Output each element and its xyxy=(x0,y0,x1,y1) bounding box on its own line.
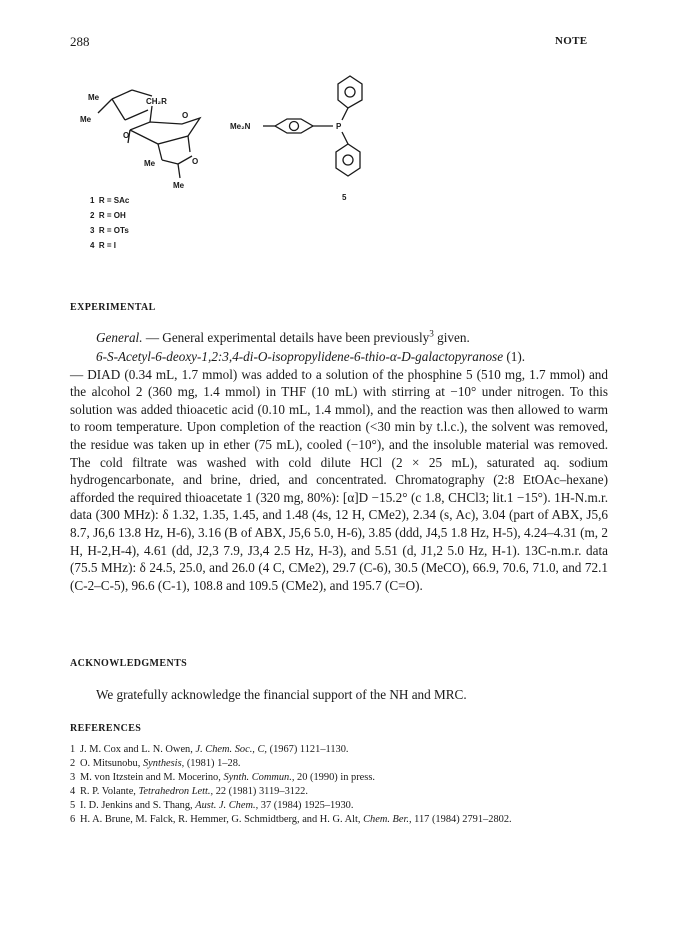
reference-item: 6 H. A. Brune, M. Falck, R. Hemmer, G. Schmidtberg, and H. G. Alt, Chem. Ber., 117 (1984) 2791–2802. xyxy=(70,813,512,825)
compound-3-label: 3 R = OTs xyxy=(90,226,129,235)
sugar-me-bottom: Me xyxy=(173,181,185,190)
running-head: NOTE xyxy=(555,35,588,47)
reference-item: 4 R. P. Volante, Tetrahedron Lett., 22 (1981) 3119–3122. xyxy=(70,785,308,797)
chemical-structures-figure xyxy=(70,68,590,278)
sugar-oxygen-left: O xyxy=(123,131,130,140)
references-heading: REFERENCES xyxy=(70,723,142,734)
sugar-oxygen-right: O xyxy=(192,157,199,166)
phosphine-label: 5 xyxy=(342,193,347,202)
sugar-ch2r: CH₂R xyxy=(146,97,167,106)
phosphine-nme2: Me₂N xyxy=(230,122,251,131)
reference-list xyxy=(70,743,610,826)
general-paragraph: General. — General experimental details have been previously$^3$ given. xyxy=(96,328,470,345)
compound-1-label: 1 R = SAc xyxy=(90,196,130,205)
procedure-title: 6-S-Acetyl-6-deoxy-1,2:3,4-di-O-isopropylidene-6-thio-α-D-galactopyranose xyxy=(96,349,504,364)
compound-4-label: 4 R = I xyxy=(90,241,117,250)
acknowledgments-heading: ACKNOWLEDGMENTS xyxy=(70,658,188,669)
compound-2-label: 2 R = OH xyxy=(90,211,126,220)
sugar-me-middle: Me xyxy=(144,159,156,168)
procedure-paragraph: 6-S-Acetyl-6-deoxy-1,2:3,4-di-O-isopropylidene-6-thio-α-D-galactopyranose (1). — DIAD (0.34 mL, 1.7 mmol) was added to a solution of the phosphine 5 (510 mg, 1.7 mmol) and the alcohol 2 (360 mg, 1.4 mmol) in THF (10 mL) with stirring at −10° under nitrogen. To this solution was added thioacetic acid (0.10 mL, 1.4 mmol), and the reaction was then allowed to warm to room temperature. Upon completion of the reaction (<30 min by t.l.c.), the solvent was removed, the residue was taken up in ether (75 mL), cooled (−10°), and the insoluble material was removed. The cold filtrate was washed with cold dilute HCl (2 × 25 mL), saturated aq. sodium hydrogencarbonate, and brine, dried, and concentrated. Chromatography (2:8 EtOAc–hexane) afforded the required thioacetate 1 (320 mg, 80%): [α]D −15.2° (c 1.8, CHCl3; lit.1 −15°). 1H-N.m.r. data (300 MHz): δ 1.32, 1.35, 1.45, and 1.48 (4s, 12 H, CMe2), 2.34 (s, Ac), 3.04 (part of ABX, J5,6 8.7, J6,6 13.8 Hz, H-6), 3.16 (B of ABX, J5,6 5.0, H-6), 3.85 (ddd, J4,5 1.8 Hz, H-5), 4.24–4.31 (m, 2 H, H-2,H-4), 4.61 (dd, J2,3 7.9, J3,4 2.5 Hz, H-3), and 5.51 (d, J1,2 5.0 Hz, H-1). 13C-n.m.r. data (75.5 MHz): δ 24.5, 25.0, and 26.0 (4 C, CMe2), 29.7 (C-6), 30.5 (MeCO), 66.9, 70.6, 71.0, and 72.1 (C-2–C-5), 96.6 (C-1), 108.8 and 109.5 (CMe2), and 195.7 (C=O). xyxy=(70,349,608,593)
reference-item: 1 J. M. Cox and L. N. Owen, J. Chem. Soc., C, (1967) 1121–1130. xyxy=(70,744,349,755)
sugar-me-top: Me xyxy=(88,93,100,102)
reference-item: 2 O. Mitsunobu, Synthesis, (1981) 1–28. xyxy=(70,757,241,769)
procedure-text: — DIAD (0.34 mL, 1.7 mmol) was added to a solution of the phosphine 5 (510 mg, 1.7 mmol) and the alcohol 2 (360 mg, 1.4 mmol) in THF (10 mL) with stirring at −10° under nitrogen. To this solution was added thioacetic acid (0.10 mL, 1.4 mmol), and the reaction was then allowed to warm to room temperature. Upon completion of the reaction (<30 min by t.l.c.), the solvent was removed, the residue was taken up in ether (75 mL), cooled (−10°), and the insoluble material was removed. The cold filtrate was washed with cold dilute HCl (2 × 25 mL), saturated aq. sodium hydrogencarbonate, and brine, dried, and concentrated. Chromatography (2:8 EtOAc–hexane) afforded the required thioacetate 1 (320 mg, 80%): [α]D −15.2° (c 1.8, CHCl3; lit.1 −15°). 1H-N.m.r. data (300 MHz): δ 1.32, 1.35, 1.45, and 1.48 (4s, 12 H, CMe2), 2.34 (s, Ac), 3.04 (part of ABX, J5,6 8.7, J6,6 13.8 Hz, H-6), 3.16 (B of ABX, J5,6 5.0, H-6), 3.85 (ddd, J4,5 1.8 Hz, H-5), 4.24–4.31 (m, 2 H, H-2,H-4), 4.61 (dd, J2,3 7.9, J3,4 2.5 Hz, H-3), and 5.51 (d, J1,2 5.0 Hz, H-1). 13C-n.m.r. data (75.5 MHz): δ 24.5, 25.0, and 26.0 (4 C, CMe2), 29.7 (C-6), 30.5 (MeCO), 66.9, 70.6, 71.0, and 72.1 (C-2–C-5), 96.6 (C-1), 108.8 and 109.5 (CMe2), and 195.7 (C=O). xyxy=(70,366,608,593)
sugar-ring-oxygen: O xyxy=(182,111,189,120)
experimental-heading: EXPERIMENTAL xyxy=(70,302,156,313)
phosphine-structure xyxy=(263,76,362,176)
reference-item: 3 M. von Itzstein and M. Mocerino, Synth. Commun., 20 (1990) in press. xyxy=(70,771,375,783)
phosphine-p: P xyxy=(336,122,342,131)
sugar-me-left: Me xyxy=(80,115,92,124)
page-number: 288 xyxy=(70,34,90,49)
acknowledgment-text: We gratefully acknowledge the financial support of the NH and MRC. xyxy=(96,687,467,702)
reference-item: 5 I. D. Jenkins and S. Thang, Aust. J. Chem., 37 (1984) 1925–1930. xyxy=(70,799,354,811)
